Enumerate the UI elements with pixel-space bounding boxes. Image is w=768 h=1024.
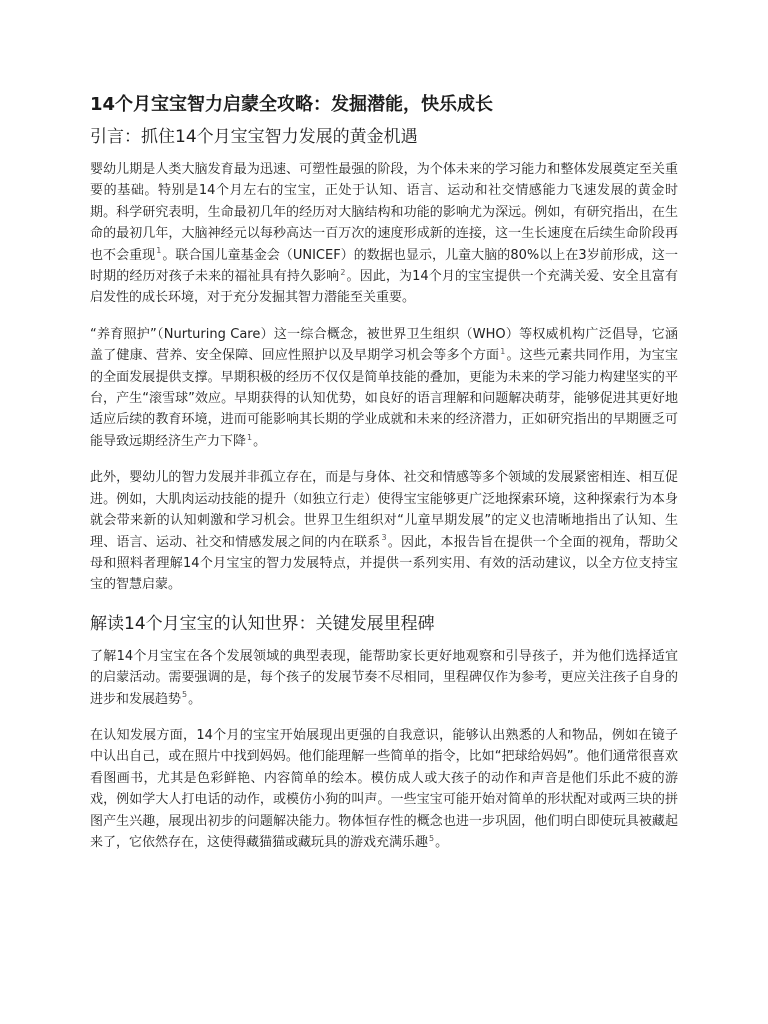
paragraph-text: 。这些元素共同作用，为宝宝的全面发展提供支撑。早期积极的经历不仅仅是简单技能的叠加，更能为未来的学习能力构建坚实的平台，产生“滚雪球”效应。早期获得的认知优势，如良好的语言理解和问题解决萌芽，能够促进其更好地适应后续的教育环境，进而可能影响其长期的学业成就和未来的经济潜力，正如研究指出的早期匮乏可能导致远期经济生产力下降 — [90, 348, 678, 449]
section-heading-intro: 引言：抓住14个月宝宝智力发展的黄金机遇 — [90, 127, 418, 147]
citation-marker[interactable]: 5 — [182, 690, 188, 700]
body-paragraph — [90, 646, 678, 710]
paragraph-text: 。联合国儿童基金会（UNICEF）的数据也显示，儿童大脑的80%以上在3岁前形成，这一时期的经历对孩子未来的福祉具有持久影响 — [90, 247, 678, 285]
citation-marker[interactable]: 2 — [340, 267, 346, 277]
section-intro-body — [90, 159, 678, 596]
paragraph-text: 婴幼儿期是人类大脑发育最为迅速、可塑性最强的阶段，为个体未来的学习能力和整体发展奠定至关重要的基础。特别是14个月左右的宝宝，正处于认知、语言、运动和社交情感能力飞速发展的黄金时期。科学研究表明，生命最初几年的经历对大脑结构和功能的影响尤为深远。例如，有研究指出，在生命的最初几年，大脑神经元以每秒高达一百万次的速度形成新的连接，这一生长速度在后续生命阶段再也不会重现 — [90, 162, 678, 263]
body-paragraph — [90, 725, 678, 853]
paragraph-text: 此外，婴幼儿的智力发展并非孤立存在，而是与身体、社交和情感等多个领域的发展紧密相连、相互促进。例如，大肌肉运动技能的提升（如独立行走）使得宝宝能够更广泛地探索环境，这种探索行为本身就会带来新的认知刺激和学习机会。世界卫生组织对“儿童早期发展”的定义也清晰地指出了认知、生理、语言、运动、社交和情感发展之间的内在联系 — [90, 470, 678, 550]
citation-marker[interactable]: 1 — [156, 246, 162, 256]
citation-marker[interactable]: 1 — [500, 346, 506, 356]
body-paragraph — [90, 159, 678, 309]
paragraph-text: 在认知发展方面，14个月的宝宝开始展现出更强的自我意识，能够认出熟悉的人和物品，例如在镜子中认出自己，或在照片中找到妈妈。他们能理解一些简单的指令，比如“把球给妈妈”。他们通常很喜欢看图画书，尤其是色彩鲜艳、内容简单的绘本。模仿成人或大孩子的动作和声音是他们乐此不疲的游戏，例如学大人打电话的动作，或模仿小狗的叫声。一些宝宝可能开始对简单的形状配对或两三块的拼图产生兴趣，展现出初步的问题解决能力。物体恒存性的概念也进一步巩固，他们明白即使玩具被藏起来了，它依然存在，这使得藏猫猫或藏玩具的游戏充满乐趣 — [90, 727, 678, 850]
section-heading-milestones: 解读14个月宝宝的认知世界：关键发展里程碑 — [90, 613, 435, 634]
paragraph-text: 。 — [435, 834, 449, 850]
body-paragraph — [90, 467, 678, 595]
paragraph-text: 。因此，为14个月的宝宝提供一个充满关爱、安全且富有启发性的成长环境，对于充分发掘其智力潜能至关重要。 — [90, 269, 678, 306]
paragraph-text: 。 — [188, 691, 202, 707]
body-paragraph — [90, 324, 678, 452]
document-title: 14个月宝宝智力启蒙全攻略：发掘潜能，快乐成长 — [90, 94, 494, 115]
paragraph-text: “养育照护”（Nurturing Care）这一综合概念，被世界卫生组织（WHO）等权威机构广泛倡导，它涵盖了健康、营养、安全保障、回应性照护以及早期学习机会等多个方面 — [90, 326, 678, 364]
section-milestones-body — [90, 646, 678, 854]
paragraph-text: 了解14个月宝宝在各个发展领域的典型表现，能帮助家长更好地观察和引导孩子，并为他们选择适宜的启蒙活动。需要强调的是，每个孩子的发展节奏不尽相同，里程碑仅作为参考，更应关注孩子自身的进步和发展趋势 — [90, 648, 678, 707]
citation-marker[interactable]: 3 — [381, 533, 387, 543]
paragraph-text: 。 — [253, 433, 267, 449]
paragraph-text: 。因此，本报告旨在提供一个全面的视角，帮助父母和照料者理解14个月宝宝的智力发展特点，并提供一系列实用、有效的活动建议，以全方位支持宝宝的智慧启蒙。 — [90, 534, 678, 593]
citation-marker[interactable]: 5 — [429, 833, 435, 843]
citation-marker[interactable]: 1 — [247, 432, 253, 442]
